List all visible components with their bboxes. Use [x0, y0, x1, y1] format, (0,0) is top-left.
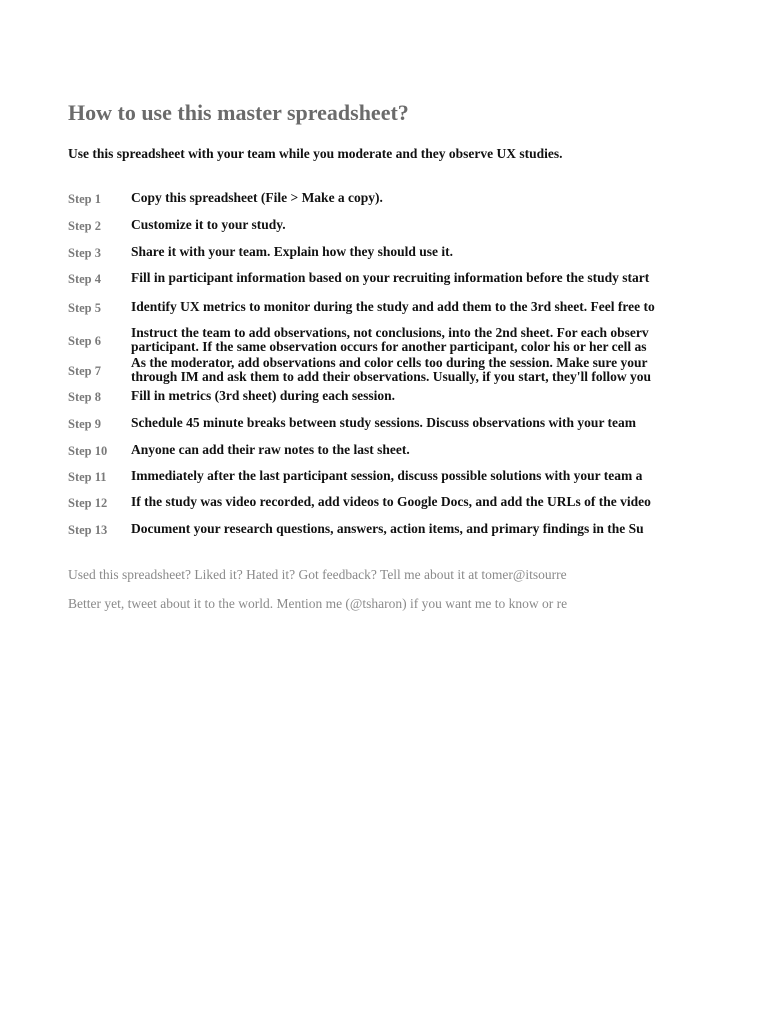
step-label: Step 5	[68, 301, 101, 315]
step-description	[131, 245, 453, 259]
step-label: Step 10	[68, 444, 108, 458]
feedback-text: Used this spreadsheet? Liked it? Hated it? Got feedback? Tell me about it at tomer@itsourre	[68, 567, 567, 582]
step-label: Step 4	[68, 272, 101, 286]
step-description	[131, 416, 636, 430]
step-description	[131, 326, 649, 354]
step-description-line: Anyone can add their raw notes to the last sheet.	[131, 442, 410, 457]
intro-text: Use this spreadsheet with your team while you moderate and they observe UX studies.	[68, 146, 563, 161]
step-description-line: Identify UX metrics to monitor during the study and add them to the 3rd sheet. Feel free to	[131, 299, 655, 314]
step-description-line: Fill in metrics (3rd sheet) during each session.	[131, 388, 395, 403]
step-label: Step 11	[68, 470, 107, 484]
step-description	[131, 389, 395, 403]
step-description	[131, 495, 651, 509]
sheet-content	[68, 0, 656, 1024]
step-label: Step 12	[68, 496, 108, 510]
step-description-line: As the moderator, add observations and color cells too during the session. Make sure your	[131, 355, 648, 370]
step-description	[131, 522, 644, 536]
step-description	[131, 469, 642, 483]
step-label: Step 6	[68, 334, 101, 348]
step-label: Step 3	[68, 246, 101, 260]
step-description	[131, 271, 649, 285]
step-description	[131, 191, 383, 205]
step-description-line: Fill in participant information based on your recruiting information before the study start	[131, 270, 650, 285]
step-label: Step 7	[68, 364, 101, 378]
step-description-line: Schedule 45 minute breaks between study sessions. Discuss observations with your team	[131, 415, 637, 430]
step-description-line: Document your research questions, answers, action items, and primary findings in the Su	[131, 521, 644, 536]
step-description-line: Copy this spreadsheet (File > Make a copy).	[131, 190, 383, 205]
step-description-line: If the study was video recorded, add videos to Google Docs, and add the URLs of the video	[131, 494, 651, 509]
step-label: Step 1	[68, 192, 101, 206]
step-label: Step 9	[68, 417, 101, 431]
step-description-line: Immediately after the last participant session, discuss possible solutions with your team a	[131, 468, 643, 483]
step-label: Step 8	[68, 390, 101, 404]
step-description-line: through IM and ask them to add their observations. Usually, if you start, they'll follow you	[131, 369, 652, 384]
step-description	[131, 356, 651, 384]
page-title: How to use this master spreadsheet?	[68, 100, 409, 125]
step-description	[131, 218, 286, 232]
step-description	[131, 300, 655, 314]
step-description-line: Customize it to your study.	[131, 217, 286, 232]
step-description-line: Instruct the team to add observations, not conclusions, into the 2nd sheet. For each observ	[131, 325, 649, 340]
step-label: Step 2	[68, 219, 101, 233]
step-description	[131, 443, 410, 457]
tweet-text: Better yet, tweet about it to the world. Mention me (@tsharon) if you want me to know or re	[68, 596, 568, 611]
step-description-line: Share it with your team. Explain how they should use it.	[131, 244, 454, 259]
step-description-line: participant. If the same observation occurs for another participant, color his or her cell as	[131, 339, 647, 354]
step-label: Step 13	[68, 523, 108, 537]
